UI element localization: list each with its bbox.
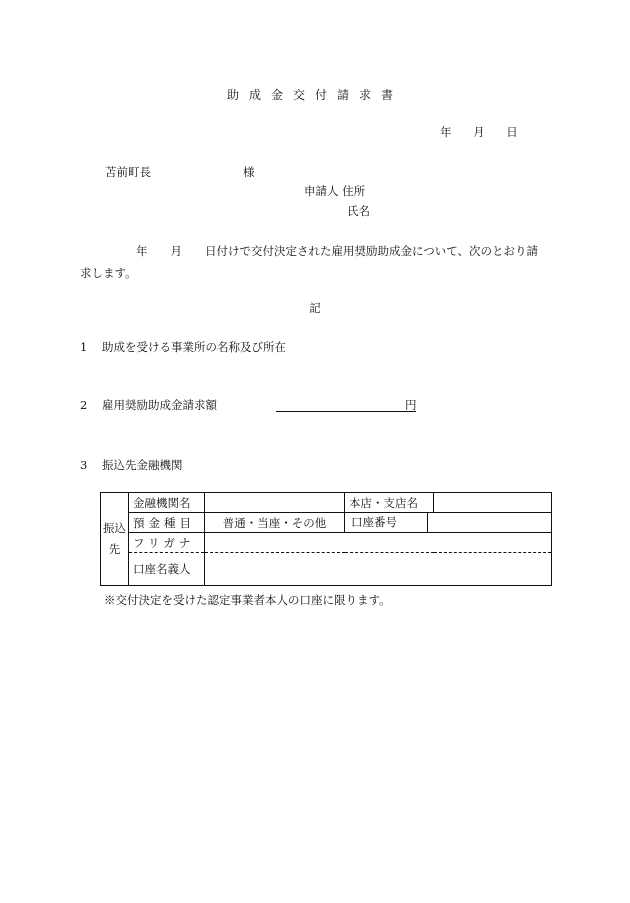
- furigana-field[interactable]: [205, 533, 552, 553]
- addressee: [105, 164, 255, 180]
- item-3-number: 3: [80, 458, 88, 472]
- addressee-name: 苫前町長: [105, 165, 151, 179]
- amount-blank-line[interactable]: [276, 397, 416, 412]
- item-1-text: 助成を受ける事業所の名称及び所在: [102, 340, 286, 354]
- item-2-number: 2: [80, 398, 88, 412]
- applicant-address-label: 申請人 住所: [304, 184, 366, 198]
- transfer-destination-label: 振込先: [101, 493, 129, 586]
- account-number-label: 口座番号: [345, 513, 428, 532]
- item-1: [80, 339, 286, 355]
- branch-name-label: 本店・支店名: [345, 493, 434, 513]
- item-3-text: 振込先金融機関: [102, 458, 183, 472]
- account-holder-field[interactable]: [205, 553, 552, 586]
- addressee-honorific: 様: [243, 165, 255, 179]
- bank-name-label: 金融機関名: [129, 493, 205, 513]
- date-line: 年 月 日: [440, 125, 518, 139]
- request-body-line2: 求します。: [80, 266, 137, 280]
- applicant-name-label: 氏名: [347, 204, 370, 218]
- item-2-text: 雇用奨励助成金請求額: [102, 398, 217, 412]
- item-1-number: 1: [80, 340, 88, 354]
- bank-name-field[interactable]: [205, 493, 345, 513]
- request-body: [80, 240, 550, 284]
- document-title: 助成金交付請求書: [226, 88, 403, 102]
- account-holder-label: 口座名義人: [129, 553, 205, 586]
- amount-unit: 円: [405, 398, 417, 412]
- furigana-label: フリガナ: [129, 533, 205, 553]
- account-note: ※交付決定を受けた認定事業者本人の口座に限ります。: [104, 593, 391, 607]
- request-body-line1: 年 月 日付けで交付決定された雇用奨励助成金について、次のとおり請: [136, 244, 539, 258]
- account-number-field[interactable]: [428, 513, 551, 532]
- branch-name-field[interactable]: [434, 493, 552, 513]
- ki-heading: 記: [309, 301, 321, 315]
- deposit-type-options[interactable]: 普通・当座・その他: [205, 513, 345, 533]
- item-2: [80, 397, 217, 413]
- bank-info-table: [100, 492, 552, 586]
- deposit-type-label: 預金種目: [129, 513, 205, 533]
- account-number-cell: [345, 513, 552, 533]
- item-3: [80, 457, 183, 473]
